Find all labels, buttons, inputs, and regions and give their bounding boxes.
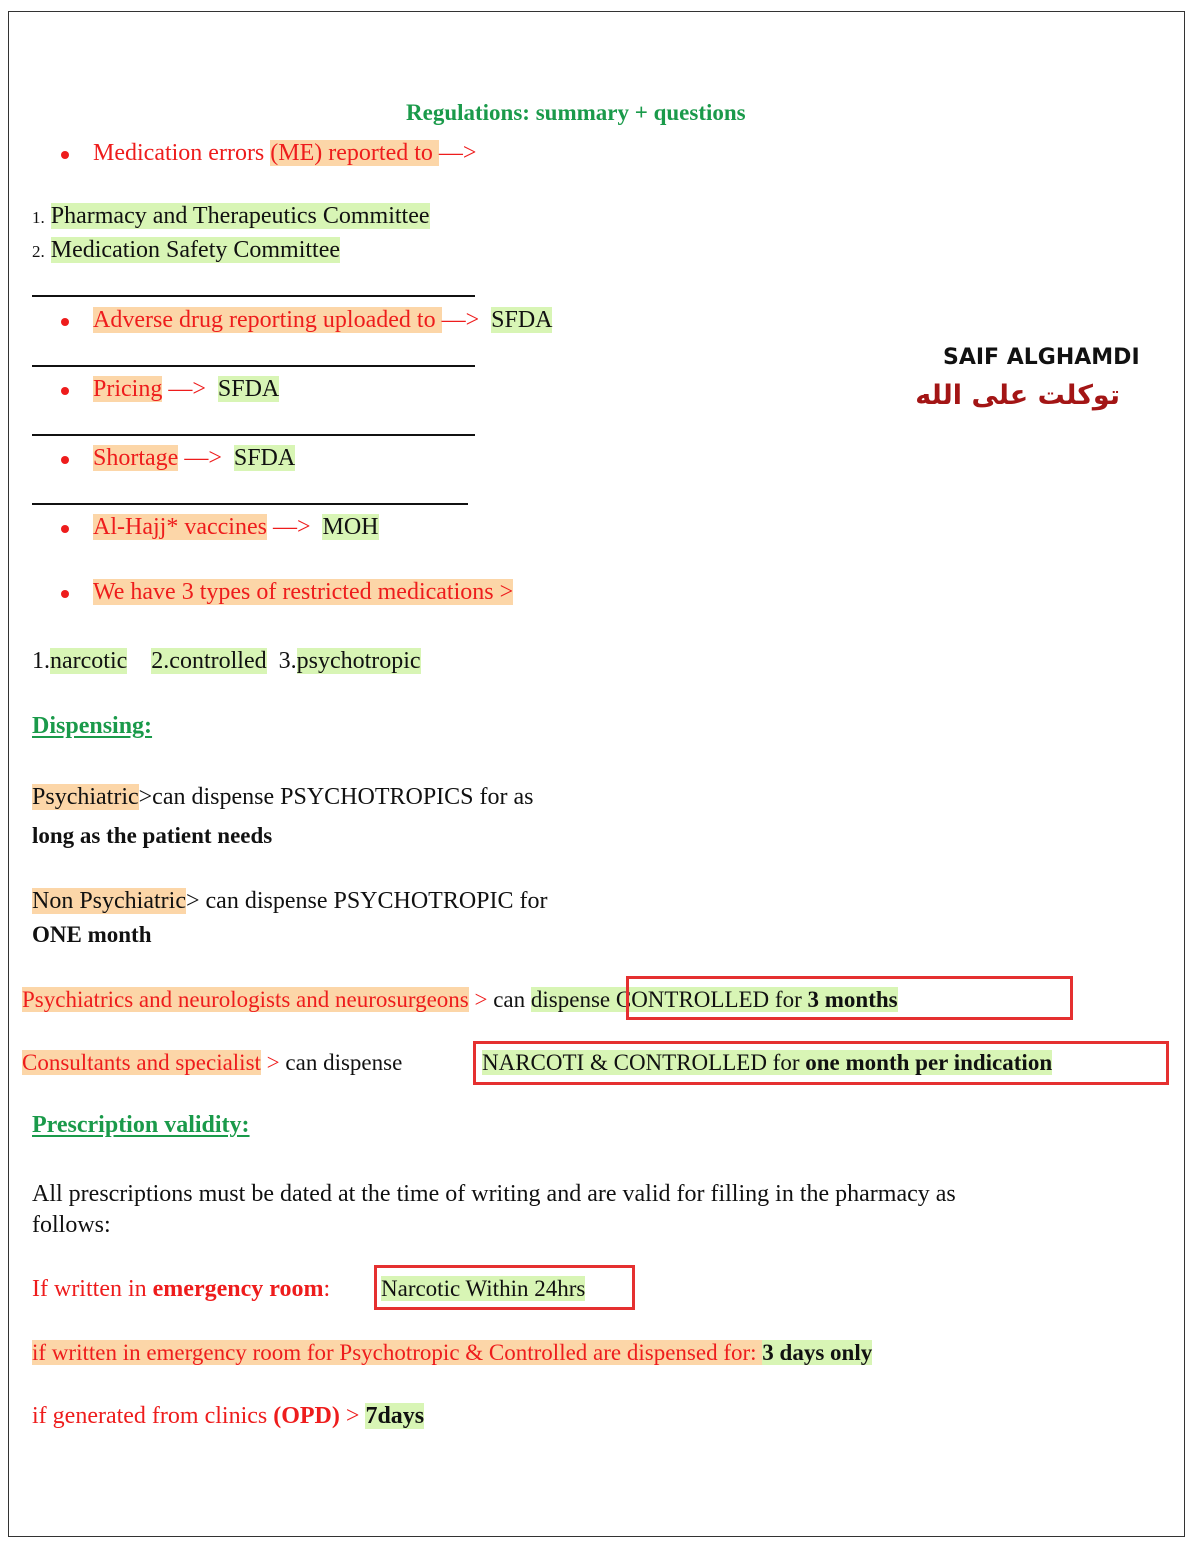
list-number: 1. bbox=[32, 208, 45, 227]
restricted-label: We have 3 types of restricted medications > bbox=[93, 579, 514, 605]
pricing-line bbox=[93, 376, 279, 403]
highlight-box bbox=[626, 976, 1073, 1020]
bullet-icon bbox=[61, 151, 69, 159]
bullet-icon bbox=[61, 318, 69, 326]
validity-intro: All prescriptions must be dated at the time of writing and are valid for filling in the pharmacy as bbox=[32, 1181, 956, 1207]
opd-prefix: if generated from clinics bbox=[32, 1403, 274, 1429]
er-rule-text: Narcotic Within 24hrs bbox=[381, 1276, 586, 1301]
rule-duration: one month per indication bbox=[805, 1050, 1053, 1075]
pricing-label: Pricing bbox=[93, 376, 163, 402]
rule-duration: 3 months bbox=[807, 987, 898, 1012]
gt-sign: > bbox=[339, 1403, 366, 1429]
divider bbox=[32, 503, 468, 505]
psychiatric-duration: long as the patient needs bbox=[32, 823, 273, 848]
shortage-label: Shortage bbox=[93, 445, 179, 471]
arrow: —> bbox=[184, 445, 222, 471]
non-psychiatric-line bbox=[32, 888, 548, 915]
bullet-icon bbox=[61, 590, 69, 598]
destination: SFDA bbox=[233, 445, 296, 471]
hajj-line bbox=[93, 514, 379, 541]
type-controlled: 2.controlled bbox=[151, 648, 267, 674]
er-prefix: If written in bbox=[32, 1276, 153, 1302]
highlight-box bbox=[473, 1041, 1169, 1085]
arrow: —> bbox=[272, 514, 311, 540]
arrow: —> bbox=[168, 376, 206, 402]
signature-name: SAIF ALGHAMDI bbox=[943, 345, 1140, 370]
committee-item bbox=[32, 203, 430, 230]
page-title: Regulations: summary + questions bbox=[406, 100, 746, 125]
divider bbox=[32, 365, 475, 367]
er-psychotropic-duration: 3 days only bbox=[762, 1340, 873, 1365]
er-psychotropic-text: if written in emergency room for Psychotropic & Controlled are dispensed for: bbox=[32, 1340, 763, 1365]
signature-arabic: توكلت على الله bbox=[915, 380, 1120, 411]
gt-sign: > bbox=[260, 1050, 286, 1075]
dispensing-heading bbox=[32, 713, 158, 740]
er-psychotropic-line bbox=[32, 1340, 872, 1366]
me-label: Medication errors bbox=[93, 140, 271, 166]
psychiatric-label: Psychiatric bbox=[32, 784, 139, 810]
arrow: —> bbox=[438, 140, 477, 166]
validity-heading-text: Prescription validity: bbox=[32, 1112, 250, 1138]
list-number: 2. bbox=[32, 242, 45, 261]
opd-label: (OPD) bbox=[273, 1403, 340, 1429]
dispensing-heading-text: Dispensing: bbox=[32, 713, 153, 739]
er-colon: : bbox=[323, 1276, 331, 1302]
shortage-line bbox=[93, 445, 295, 472]
committee-name: Medication Safety Committee bbox=[50, 237, 341, 263]
divider bbox=[32, 434, 475, 436]
type-psychotropic: psychotropic bbox=[296, 648, 421, 674]
can-text: can bbox=[493, 987, 531, 1012]
non-psychiatric-label: Non Psychiatric bbox=[32, 888, 186, 914]
rule-text: NARCOTI & CONTROLLED for bbox=[482, 1050, 806, 1075]
destination: MOH bbox=[322, 514, 379, 540]
opd-duration: 7days bbox=[365, 1403, 425, 1429]
validity-heading bbox=[32, 1112, 250, 1139]
restricted-line bbox=[93, 579, 513, 606]
adverse-line bbox=[93, 307, 552, 334]
me-highlight: (ME) reported to bbox=[270, 140, 439, 166]
destination: SFDA bbox=[491, 307, 553, 333]
er-label: emergency room bbox=[152, 1276, 324, 1302]
destination: SFDA bbox=[217, 376, 280, 402]
hajj-label: Al-Hajj* vaccines bbox=[93, 514, 267, 540]
bullet-icon bbox=[61, 456, 69, 464]
adverse-label: Adverse drug reporting uploaded to bbox=[93, 307, 442, 333]
committee-name: Pharmacy and Therapeutics Committee bbox=[50, 203, 430, 229]
list-number: 1. bbox=[32, 648, 50, 674]
rule-text: dispense CONTROLLED for bbox=[530, 987, 808, 1012]
list-number: 3. bbox=[278, 648, 297, 674]
divider bbox=[32, 295, 475, 297]
psychiatric-line bbox=[32, 784, 534, 811]
bullet-icon bbox=[61, 387, 69, 395]
consultants-label: Consultants and specialist bbox=[22, 1050, 261, 1075]
can-text: can dispense bbox=[285, 1050, 403, 1075]
validity-intro-cont: follows: bbox=[32, 1212, 111, 1238]
opd-line bbox=[32, 1403, 424, 1430]
type-narcotic: narcotic bbox=[50, 648, 128, 674]
neurologists-label: Psychiatrics and neurologists and neurosurgeons bbox=[22, 987, 469, 1012]
arrow: —> bbox=[441, 307, 480, 333]
er-line bbox=[32, 1276, 330, 1303]
gt-sign: > bbox=[468, 987, 494, 1012]
psychiatric-text: >can dispense PSYCHOTROPICS for as bbox=[138, 784, 534, 810]
highlight-box bbox=[374, 1265, 635, 1310]
non-psychiatric-duration: ONE month bbox=[32, 922, 152, 947]
consultants-line bbox=[22, 1050, 402, 1076]
restricted-types bbox=[32, 648, 421, 675]
committee-item bbox=[32, 237, 340, 264]
me-line bbox=[93, 140, 476, 167]
bullet-icon bbox=[61, 525, 69, 533]
non-psychiatric-text: > can dispense PSYCHOTROPIC for bbox=[185, 888, 548, 914]
